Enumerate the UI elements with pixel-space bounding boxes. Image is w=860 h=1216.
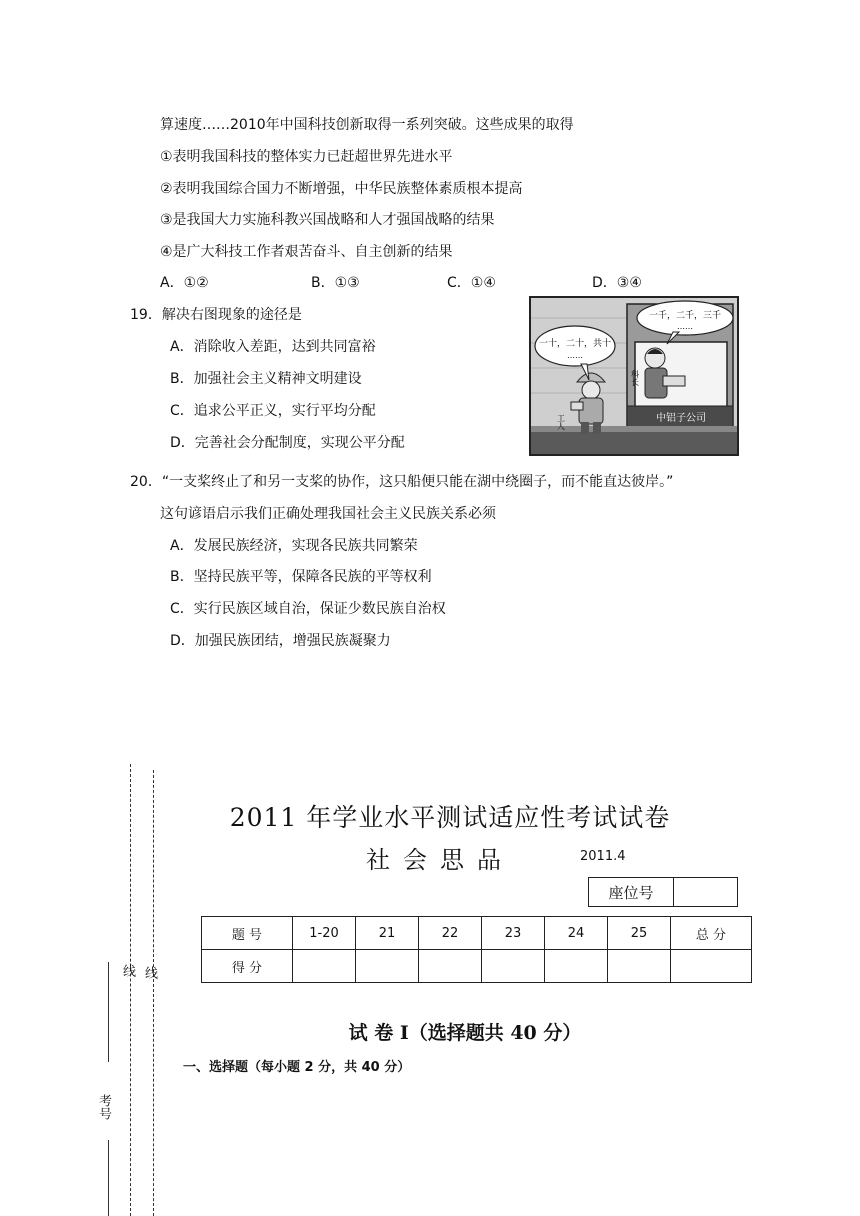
q20-stem-2: 这句谚语启示我们正确处理我国社会主义民族关系必须	[160, 506, 496, 522]
bubble-left-dots: ……	[567, 351, 583, 360]
score-header-cell: 22	[419, 917, 482, 950]
q19-option-a: A．消除收入差距，达到共同富裕	[170, 339, 376, 355]
bubble-right-text: 一千，二千，三千	[648, 311, 722, 321]
q19-option-b: B．加强社会主义精神文明建设	[170, 371, 362, 387]
section-title: 试 卷 Ⅰ（选择题共 40 分）	[348, 1022, 582, 1044]
bubble-left-text: 一十，二十，共十	[538, 339, 612, 349]
bubble-right-dots: ……	[677, 322, 693, 331]
score-header-row	[202, 917, 752, 950]
worker-label: 工人	[556, 414, 566, 430]
q18-item-2: ②表明我国综合国力不断增强，中华民族整体素质根本提高	[160, 181, 523, 197]
q20-option-c: C．实行民族区域自治，保证少数民族自治权	[170, 601, 446, 617]
q18-item-4: ④是广大科技工作者艰苦奋斗、自主创新的结果	[160, 244, 453, 260]
score-cell[interactable]	[293, 950, 356, 983]
q18-option-a: A．①②	[160, 275, 209, 291]
score-cell[interactable]	[482, 950, 545, 983]
score-header-cell: 23	[482, 917, 545, 950]
score-header-cell: 总 分	[671, 917, 752, 950]
score-cell[interactable]	[608, 950, 671, 983]
binding-dashed-line-2	[153, 770, 154, 1216]
exam-no-label: 考号	[96, 1094, 111, 1120]
subject-title: 社会思品	[366, 846, 514, 874]
q20-option-d: D．加强民族团结，增强民族凝聚力	[170, 633, 391, 649]
q18-option-c: C．①④	[447, 275, 496, 291]
q18-stem-end: 算速度……2010年中国科技创新取得一系列突破。这些成果的取得	[160, 117, 574, 133]
q19-option-d: D．完善社会分配制度，实现公平分配	[170, 435, 405, 451]
score-row-label: 得 分	[202, 950, 293, 983]
seat-number-label: 座位号	[589, 878, 674, 906]
score-header-cell: 题 号	[202, 917, 293, 950]
exam-no-underline	[108, 962, 109, 1062]
score-header-cell: 21	[356, 917, 419, 950]
q20-option-a: A．发展民族经济，实现各民族共同繁荣	[170, 538, 418, 554]
score-value-row	[202, 950, 752, 983]
score-cell-total[interactable]	[671, 950, 752, 983]
line-label-1: 线	[120, 964, 135, 977]
q18-item-1: ①表明我国科技的整体实力已赶超世界先进水平	[160, 149, 453, 165]
q18-item-3: ③是我国大力实施科教兴国战略和人才强国战略的结果	[160, 212, 495, 228]
exam-date: 2011.4	[580, 849, 626, 864]
section-subtitle: 一、选择题（每小题 2 分，共 40 分）	[183, 1060, 411, 1075]
seat-number-field[interactable]	[674, 878, 737, 906]
exam-title: 2011 年学业水平测试适应性考试试卷	[229, 803, 671, 832]
score-cell[interactable]	[419, 950, 482, 983]
q18-option-d: D．③④	[592, 275, 642, 291]
q19-stem: 19．解决右图现象的途径是	[130, 307, 302, 323]
score-cell[interactable]	[356, 950, 419, 983]
q20-option-b: B．坚持民族平等，保障各民族的平等权利	[170, 569, 432, 585]
q19-option-c: C．追求公平正义，实行平均分配	[170, 403, 376, 419]
income-gap-cartoon	[529, 296, 739, 456]
q18-option-b: B．①③	[311, 275, 360, 291]
score-table	[201, 916, 752, 983]
q20-stem: 20．“一支桨终止了和另一支桨的协作，这只船便只能在湖中绕圈子，而不能直达彼岸。”	[130, 474, 674, 490]
score-header-cell: 25	[608, 917, 671, 950]
seat-number-box	[588, 877, 738, 907]
company-label: 中铝子公司	[656, 413, 706, 424]
score-header-cell: 24	[545, 917, 608, 950]
name-underline	[108, 1140, 109, 1216]
score-header-cell: 1-20	[293, 917, 356, 950]
manager-label: 科长	[630, 370, 640, 386]
score-cell[interactable]	[545, 950, 608, 983]
line-label-2: 线	[142, 966, 157, 979]
